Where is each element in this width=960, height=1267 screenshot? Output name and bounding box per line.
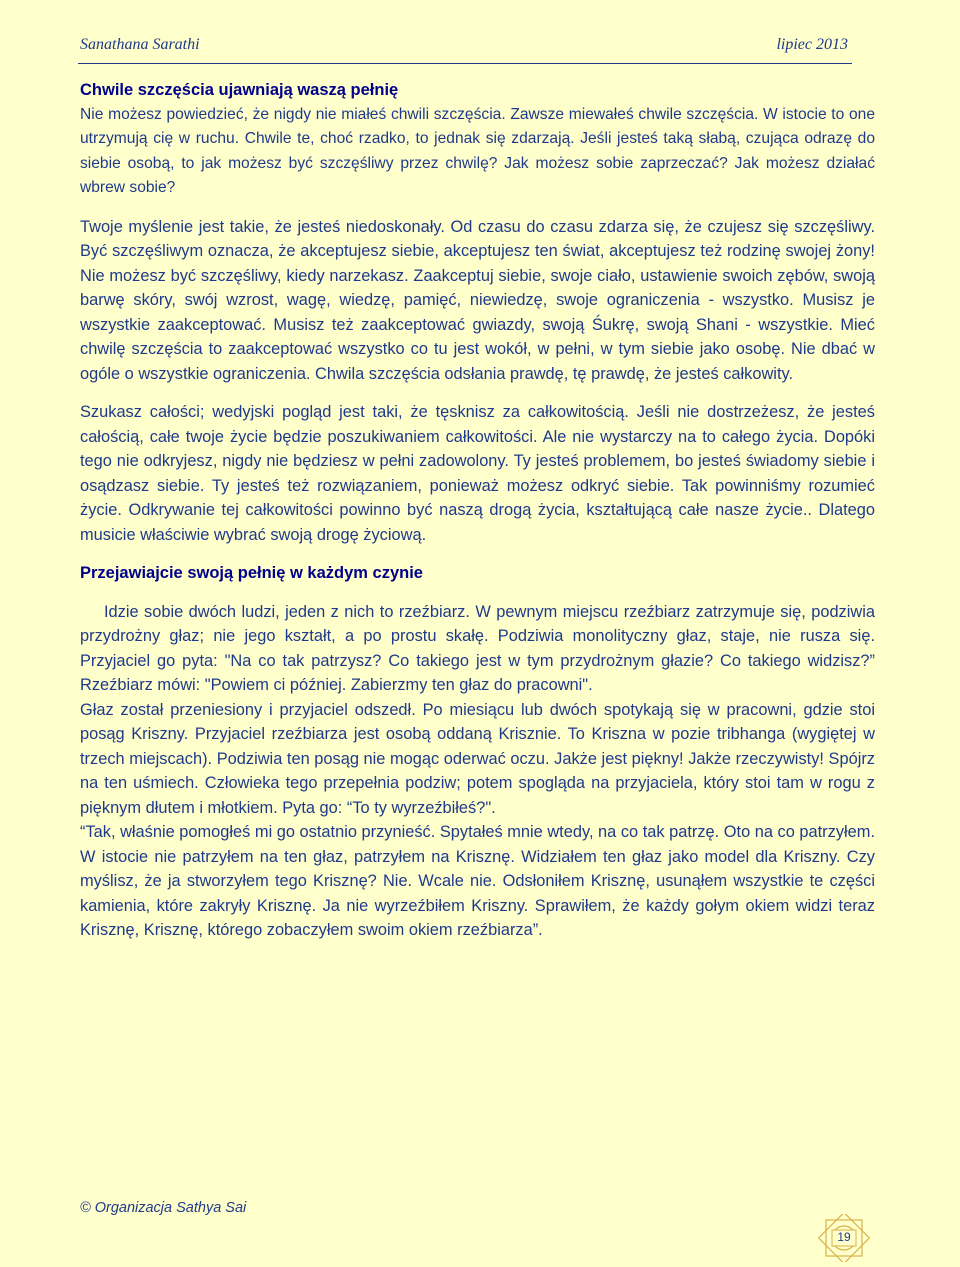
header-divider [78,63,852,64]
copyright-notice: © Organizacja Sathya Sai [80,1200,247,1216]
section-title-1: Chwile szczęścia ujawniają waszą pełnię [80,81,399,99]
page-header [80,30,848,60]
paragraph-3: Szukasz całości; wedyjski pogląd jest taki, że tęsknisz za całkowitością. Jeśli nie dostrzeżesz, że jesteś całością, całe twoje życie będzie poszukiwaniem całkowitości. Ale nie wystarczy na to całego życia. Dopóki tego nie odkryjesz, nigdy nie będziesz w pełni zadowolony. Ty jesteś problemem, bo jesteś świadomy siebie i osądzasz siebie. Ty jesteś też rozwiązaniem, ponieważ możesz odkryć siebie. Tak powinniśmy rozumieć życie. Odkrywanie tej całkowitości powinno być naszą drogą życia, kształtującą całe nasze życie.. Dlatego musicie właściwie wybrać swoją drogę życiową. [80,403,875,544]
section-title-2: Przejawiajcie swoją pełnię w każdym czynie [80,564,423,582]
publication-title: Sanathana Sarathi [80,36,200,53]
issue-date: lipiec 2013 [776,36,848,53]
paragraph-6: “Tak, właśnie pomogłeś mi go ostatnio przynieść. Spytałeś mnie wtedy, na co tak patrzę. Oto na co patrzyłem. W istocie nie patrzyłem na ten głaz, patrzyłem na Krisznę. Widziałem ten głaz jako model dla Kriszny. Czy myślisz, że ja stworzyłem tego Krisznę? Nie. Wcale nie. Odsłoniłem Krisznę, usunąłem wszystkie te części kamienia, które zakryły Krisznę. Ja nie wyrzeźbiłem Kriszny. Sprawiłem, że każdy gołym okiem widzi teraz Krisznę, Krisznę, którego zobaczyłem swoim okiem rzeźbiarza”. [80,823,876,939]
paragraph-2: Twoje myślenie jest takie, że jesteś niedoskonały. Od czasu do czasu zdarza się, że czujesz się szczęśliwy. Być szczęśliwym oznacza, że akceptujesz siebie, akceptujesz ten świat, akceptujesz też rodzinę swojej żony! Nie możesz być szczęśliwy, kiedy narzekasz. Zaakceptuj siebie, swoje ciało, ustawienie swoich zębów, swoją barwę skóry, swój wzrost, wagę, wiedzę, pamięć, niewiedzę, swoje ograniczenia - wszystko. Musisz je wszystkie zaakceptować. Musisz też zaakceptować gwiazdy, swoją Śukrę, swoją Shani - wszystkie. Mieć chwilę szczęścia to zaakceptować wszystko co tu jest wokół, w pełni, w tym siebie jako osobę. Nie dbać w ogóle o wszystkie ograniczenia. Chwila szczęścia odsłania prawdę, tę prawdę, że jesteś całkowity. [80,217,875,383]
paragraph-1: Nie możesz powiedzieć, że nigdy nie miałeś chwili szczęścia. Zawsze miewałeś chwile szczęścia. W istocie to one utrzymują cię w ruchu. Chwile te, choć rzadko, to jednak się zdarzają. Jeśli jesteś taką słabą, czująca odrazę do siebie osobą, to jak możesz być szczęśliwy przez chwilę? Jak możesz sobie zaprzeczać? Jak możesz działać wbrew sobie? [80,105,875,196]
page-number: 19 [837,1230,851,1244]
article-body [80,78,875,943]
page-number-emblem [818,1214,870,1262]
paragraph-4: Idzie sobie dwóch ludzi, jeden z nich to rzeźbiarz. W pewnym miejscu rzeźbiarz zatrzymuje się, podziwia przydrożny głaz; nie jego kształt, a po prostu skałę. Podziwia monolityczny głaz, staje, nie rusza się. Przyjaciel go pyta: "Na co tak patrzysz? Co takiego jest w tym przydrożnym głazie? Co takiego widzisz?” Rzeźbiarz mówi: "Powiem ci później. Zabierzmy ten głaz do pracowni". [80,602,875,694]
paragraph-5: Głaz został przeniesiony i przyjaciel odszedł. Po miesiącu lub dwóch spotykają się w pracowni, gdzie stoi posąg Kriszny. Przyjaciel rzeźbiarza jest osobą oddaną Krisznie. To Kriszna w pozie tribhanga (wygiętej w trzech miejscach). Podziwia ten posąg nie mogąc oderwać oczu. Jakże jest piękny! Jakże rzeczywisty! Spójrz na ten uśmiech. Człowieka tego przepełnia podziw; potem spogląda na przyjaciela, który stoi tam w rogu z pięknym dłutem i młotkiem. Pyta go: “To ty wyrzeźbiłeś?". [80,700,875,817]
